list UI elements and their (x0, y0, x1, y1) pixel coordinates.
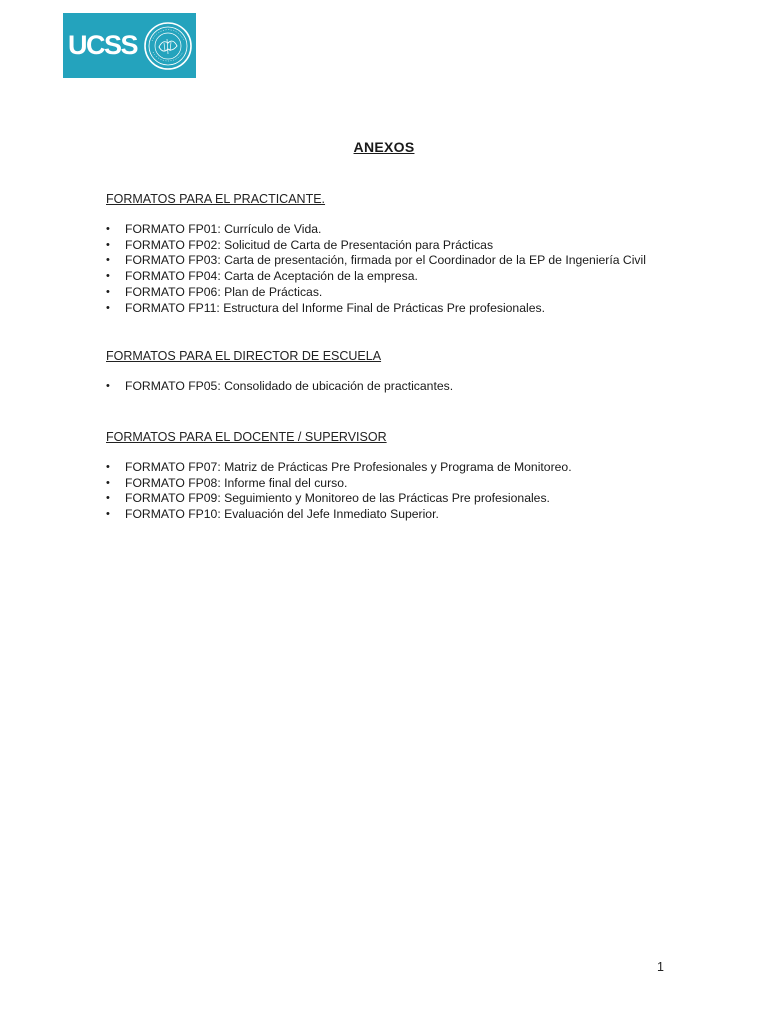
list-item: • FORMATO FP05: Consolidado de ubicación de practicantes. (106, 379, 726, 395)
format-list (106, 379, 726, 395)
section-practicante (106, 191, 726, 316)
university-seal-icon (143, 21, 193, 71)
list-item: • FORMATO FP02: Solicitud de Carta de Presentación para Prácticas (106, 238, 726, 254)
list-item: • FORMATO FP09: Seguimiento y Monitoreo de las Prácticas Pre profesionales. (106, 491, 726, 507)
page-number: 1 (657, 960, 664, 974)
list-item: • FORMATO FP08: Informe final del curso. (106, 476, 726, 492)
list-item: • FORMATO FP07: Matriz de Prácticas Pre Profesionales y Programa de Monitoreo. (106, 460, 726, 476)
page-title: ANEXOS (353, 139, 415, 155)
list-item: • FORMATO FP11: Estructura del Informe Final de Prácticas Pre profesionales. (106, 301, 726, 317)
section-docente (106, 429, 726, 523)
list-item: • FORMATO FP10: Evaluación del Jefe Inmediato Superior. (106, 507, 726, 523)
section-director (106, 348, 726, 395)
format-list (106, 460, 726, 523)
list-item: • FORMATO FP03: Carta de presentación, firmada por el Coordinador de la EP de Ingeniería Civil (106, 253, 726, 269)
list-item: • FORMATO FP01: Currículo de Vida. (106, 222, 726, 238)
logo-text: UCSS (68, 30, 138, 60)
list-item: • FORMATO FP06: Plan de Prácticas. (106, 285, 726, 301)
section-heading: FORMATOS PARA EL PRACTICANTE. (106, 192, 326, 206)
section-heading: FORMATOS PARA EL DOCENTE / SUPERVISOR (106, 430, 387, 444)
list-item: • FORMATO FP04: Carta de Aceptación de la empresa. (106, 269, 726, 285)
section-heading: FORMATOS PARA EL DIRECTOR DE ESCUELA (106, 349, 382, 363)
format-list (106, 222, 726, 316)
ucss-logo (63, 13, 196, 78)
